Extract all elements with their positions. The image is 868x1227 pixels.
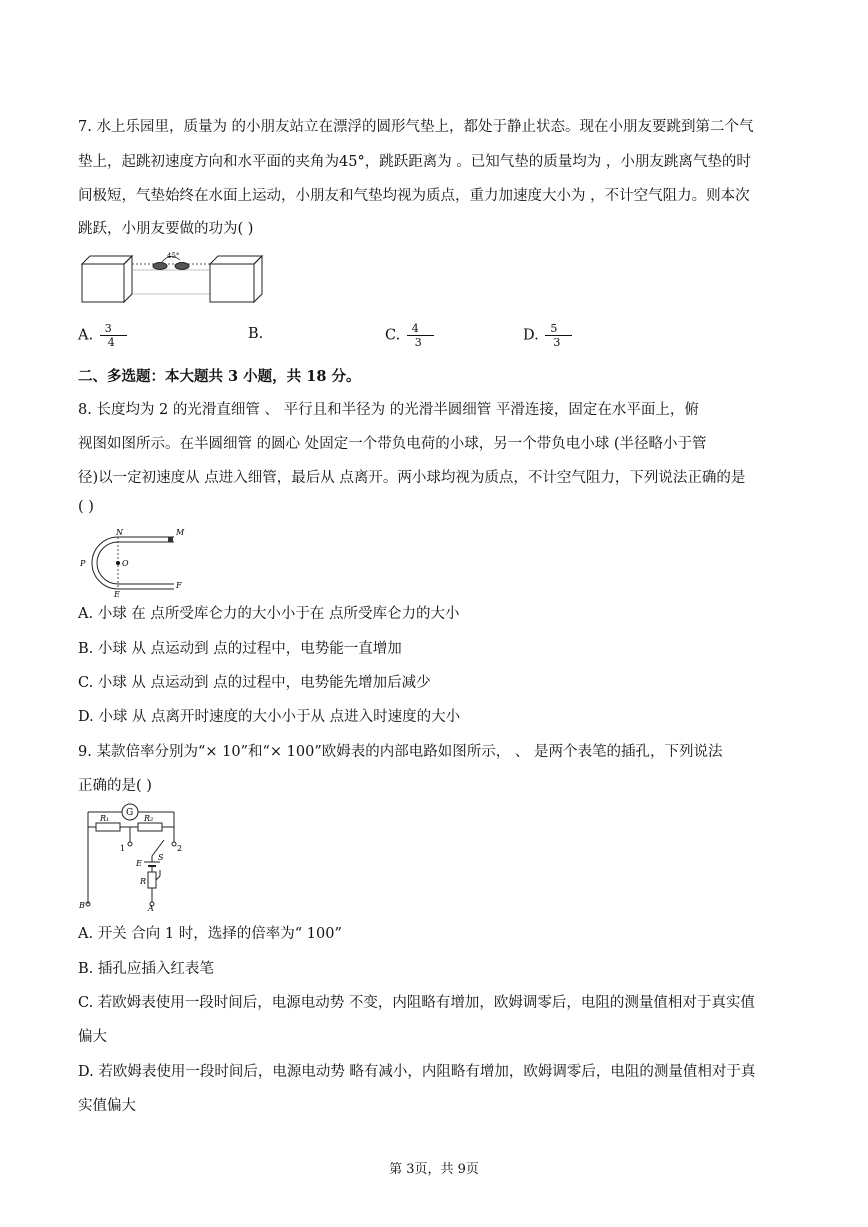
label-e: E bbox=[136, 859, 142, 868]
q9-option-c[interactable]: C. 若欧姆表使用一段时间后，电源电动势 不变，内阻略有增加，欧姆调零后，电阻的测量值相对于真实值 bbox=[78, 995, 755, 1011]
q7-line: 间极短，气垫始终在水面上运动，小朋友和气垫均视为质点，重力加速度大小为 ，不计空气阻力。则本次 bbox=[78, 188, 750, 204]
label-r: R bbox=[140, 877, 147, 886]
fraction: $\frac{5}{3}$ bbox=[545, 322, 572, 349]
q9-option-d-cont: 实值偏大 bbox=[78, 1098, 136, 1114]
q9-line: 9. 某款倍率分别为“× 10”和“× 100”欧姆表的内部电路如图所示， 、 是两个表笔的插孔，下列说法 bbox=[78, 744, 723, 760]
q8-option-d[interactable]: D. 小球 从 点离开时速度的大小小于从 点进入时速度的大小 bbox=[78, 709, 461, 725]
q8-option-a[interactable]: A. 小球 在 点所受库仑力的大小小于在 点所受库仑力的大小 bbox=[78, 606, 460, 622]
label-b: B bbox=[79, 901, 85, 910]
semicircle-tube-figure bbox=[78, 526, 188, 598]
page-footer: 第 3页，共 9页 bbox=[389, 1162, 479, 1177]
q7-line: 垫上，起跳初速度方向和水平面的夹角为45°，跳跃距离为 。已知气垫的质量均为 ，小朋友跳离气垫的时 bbox=[78, 154, 751, 170]
q8-line: 径)以一定初速度从 点进入细管，最后从 点离开。两小球均视为质点，不计空气阻力，下列说法正确的是 bbox=[78, 470, 746, 486]
q7-line: 跳跃，小朋友要做的功为( ) bbox=[78, 221, 254, 237]
q9-option-a[interactable]: A. 开关 合向 1 时，选择的倍率为“ 100” bbox=[78, 926, 342, 942]
q9-option-b[interactable]: B. 插孔应插入红表笔 bbox=[78, 961, 214, 977]
fraction: $\frac{3}{4}$ bbox=[100, 322, 127, 349]
label-2: 2 bbox=[177, 844, 183, 853]
label-g: G bbox=[126, 808, 134, 818]
label-a: A bbox=[148, 904, 154, 912]
label-s: S bbox=[158, 853, 164, 862]
label-r2: R₂ bbox=[144, 814, 154, 823]
q7-line: 7. 水上乐园里，质量为 的小朋友站立在漂浮的圆形气垫上，都处于静止状态。现在小朋友要跳到第二个气 bbox=[78, 119, 754, 135]
q9-option-c-cont: 偏大 bbox=[78, 1029, 107, 1045]
q8-line: 视图如图所示。在半圆细管 的圆心 处固定一个带负电荷的小球，另一个带负电小球 (半径略小于管 bbox=[78, 436, 707, 452]
section-heading: 二、多选题：本大题共 3 小题，共 18 分。 bbox=[78, 368, 361, 385]
q7-option-b[interactable]: B. bbox=[248, 326, 264, 342]
label-n: N bbox=[116, 528, 123, 537]
q7-option-d[interactable]: D. $\frac{5}{3}$ bbox=[523, 322, 572, 349]
q9-option-d[interactable]: D. 若欧姆表使用一段时间后，电源电动势 略有减小，内阻略有增加，欧姆调零后，电阻的测量值相对于真 bbox=[78, 1064, 756, 1080]
label-e: E bbox=[114, 590, 120, 598]
label-m: M bbox=[176, 528, 185, 537]
ohmmeter-circuit-figure bbox=[78, 800, 188, 912]
air-cushion-figure bbox=[78, 250, 268, 306]
fraction: $\frac{4}{3}$ bbox=[407, 322, 434, 349]
q8-line: 8. 长度均为 2 的光滑直细管 、 平行且和半径为 的光滑半圆细管 平滑连接，固定在水平面上，俯 bbox=[78, 402, 699, 418]
q9-line: 正确的是( ) bbox=[78, 778, 152, 794]
q8-option-c[interactable]: C. 小球 从 点运动到 点的过程中，电势能先增加后减少 bbox=[78, 675, 431, 691]
label-o: O bbox=[122, 559, 129, 568]
q7-option-c[interactable]: C. $\frac{4}{3}$ bbox=[385, 322, 434, 349]
q8-option-b[interactable]: B. 小球 从 点运动到 点的过程中，电势能一直增加 bbox=[78, 641, 402, 657]
q7-option-a[interactable]: A. $\frac{3}{4}$ bbox=[78, 322, 127, 349]
q8-line: ( ) bbox=[78, 499, 94, 515]
svg-text:45°: 45° bbox=[167, 252, 180, 260]
label-1: 1 bbox=[120, 844, 126, 853]
label-r1: R₁ bbox=[100, 814, 110, 823]
label-p: P bbox=[80, 559, 86, 568]
label-f: F bbox=[176, 581, 182, 590]
